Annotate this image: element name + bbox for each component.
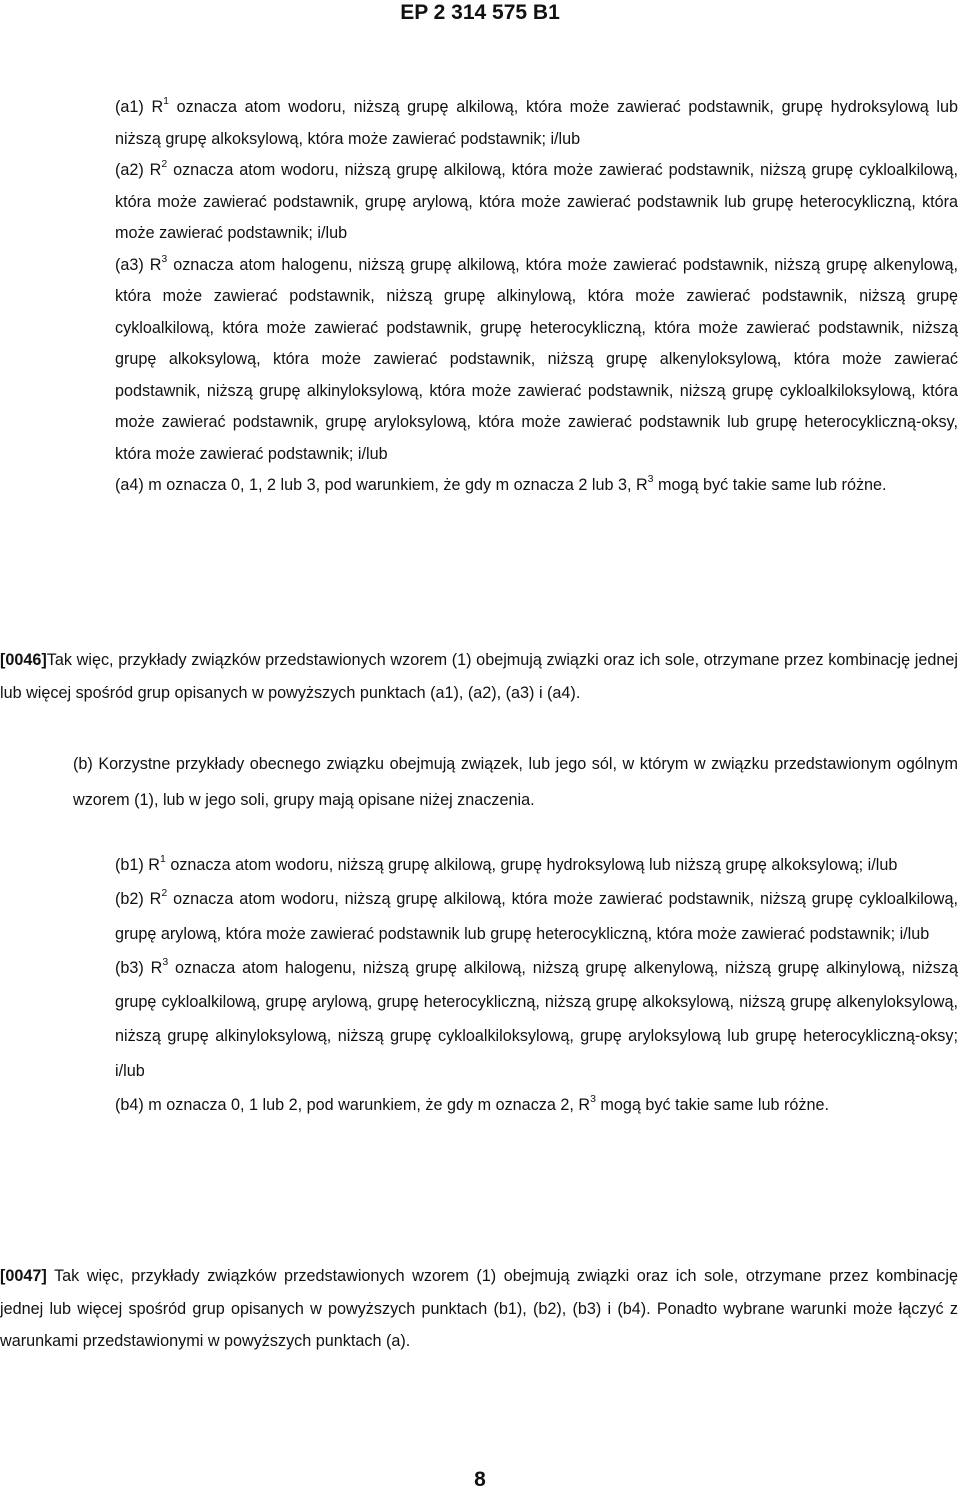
item-a2-text: oznacza atom wodoru, niższą grupę alkilową, która może zawierać podstawnik, niższą grupę cykloalkilową, która może zawierać podstawnik, grupę arylową, która może zawierać podstawnik lub grupę heterocykliczną, która może zawierać podstawnik; i/lub — [115, 161, 958, 242]
definitions-a — [115, 92, 958, 502]
item-b3-text: oznacza atom halogenu, niższą grupę alkilową, niższą grupę alkenylową, niższą grupę alkinylową, niższą grupę cykloalkilową, grupę arylową, grupę heterocykliczną, niższą grupę alkoksylową, niższą grupę alkenyloksylową, niższą grupę alkinyloksylową, niższą grupę cykloalkiloksylową, grupę aryloksylową lub grupę heterocykliczną-oksy; i/lub — [115, 958, 958, 1080]
item-b4 — [115, 1088, 958, 1122]
page-number: 8 — [474, 1468, 486, 1491]
item-a1-sup: 1 — [163, 95, 169, 107]
item-a2 — [115, 155, 958, 250]
paragraph-0047-number: [0047] — [0, 1267, 47, 1285]
item-b2 — [115, 882, 958, 951]
item-a4 — [115, 470, 958, 502]
item-b4-text: mogą być takie same lub różne. — [595, 1096, 829, 1115]
item-b1 — [115, 848, 958, 882]
item-a4-text: mogą być takie same lub różne. — [653, 476, 887, 494]
item-b3 — [115, 951, 958, 1088]
item-a1-text: oznacza atom wodoru, niższą grupę alkilową, która może zawierać podstawnik, grupę hydroksylową lub niższą grupę alkoksylową, która może zawierać podstawnik; i/lub — [115, 98, 958, 148]
item-a2-label: (a2) R — [115, 161, 162, 179]
item-b2-sup: 2 — [161, 887, 168, 900]
item-a1 — [115, 92, 958, 155]
item-a2-sup: 2 — [161, 158, 168, 170]
item-a3-sup: 3 — [161, 252, 168, 265]
item-b3-label: (b3) R — [115, 958, 163, 977]
paragraph-0047 — [0, 1260, 958, 1358]
paragraph-0047-text: Tak więc, przykłady związków przedstawionych wzorem (1) obejmują związki oraz ich sole, otrzymane przez kombinację jednej lub więcej spośród grup opisanych w powyższych punktach (b1), (b2), (b3) i (b4). Ponadto wybrane warunki może łączyć z warunkami przedstawionymi w powyższych punktach (a). — [0, 1267, 958, 1350]
item-a3-text: oznacza atom halogenu, niższą grupę alkilową, która może zawierać podstawnik, niższą grupę alkenylową, która może zawierać podstawnik, niższą grupę alkinylową, która może zawierać podstawnik, niższą grupę cykloalkilową, która może zawierać podstawnik, grupę heterocykliczną, która może zawierać podstawnik, niższą grupę alkoksylową, która może zawierać podstawnik, niższą grupę alkenyloksylową, która może zawierać podstawnik, niższą grupę alkinyloksylową, która może zawierać podstawnik, niższą grupę cykloalkiloksylową, która może zawierać podstawnik, grupę aryloksylową, która może zawierać podstawnik lub grupę heterocykliczną-oksy, która może zawierać podstawnik; i/lub — [115, 255, 958, 463]
item-b4-pre: (b4) m oznacza 0, 1 lub 2, pod warunkiem, że gdy m oznacza 2, R — [115, 1096, 591, 1115]
item-a4-sup: 3 — [647, 473, 654, 485]
paragraph-b-text: (b) Korzystne przykłady obecnego związku obejmują związek, lub jego sól, w którym w związku przedstawionym ogólnym wzorem (1), lub w jego soli, grupy mają opisane niżej znaczenia. — [73, 755, 958, 809]
item-b1-text: oznacza atom wodoru, niższą grupę alkilową, grupę hydroksylową lub niższą grupę alkoksylową; i/lub — [165, 856, 898, 874]
item-a1-label: (a1) R — [115, 98, 164, 116]
document-header: EP 2 314 575 B1 — [400, 1, 560, 24]
item-b1-label: (b1) R — [115, 856, 160, 874]
item-a4-pre: (a4) m oznacza 0, 1, 2 lub 3, pod warunkiem, że gdy m oznacza 2 lub 3, R — [115, 476, 648, 494]
item-b2-text: oznacza atom wodoru, niższą grupę alkilową, która może zawierać podstawnik, niższą grupę cykloalkilową, grupę arylową, która może zawierać podstawnik lub grupę heterocykliczną, która może zawierać podstawnik; i/lub — [115, 890, 958, 943]
paragraph-0046-number: [0046] — [0, 651, 47, 669]
paragraph-0046 — [0, 644, 958, 709]
item-b2-label: (b2) R — [115, 890, 162, 909]
item-b4-sup: 3 — [590, 1093, 596, 1106]
paragraph-b — [73, 746, 958, 818]
item-a3-label: (a3) R — [115, 255, 162, 274]
item-a3 — [115, 250, 958, 471]
item-b3-sup: 3 — [162, 955, 169, 968]
paragraph-0046-text: Tak więc, przykłady związków przedstawionych wzorem (1) obejmują związki oraz ich sole, otrzymane przez kombinację jednej lub więcej spośród grup opisanych w powyższych punktach (a1), (a2), (a3) i (a4). — [0, 651, 958, 702]
definitions-b — [115, 848, 958, 1122]
item-b1-sup: 1 — [159, 853, 166, 865]
